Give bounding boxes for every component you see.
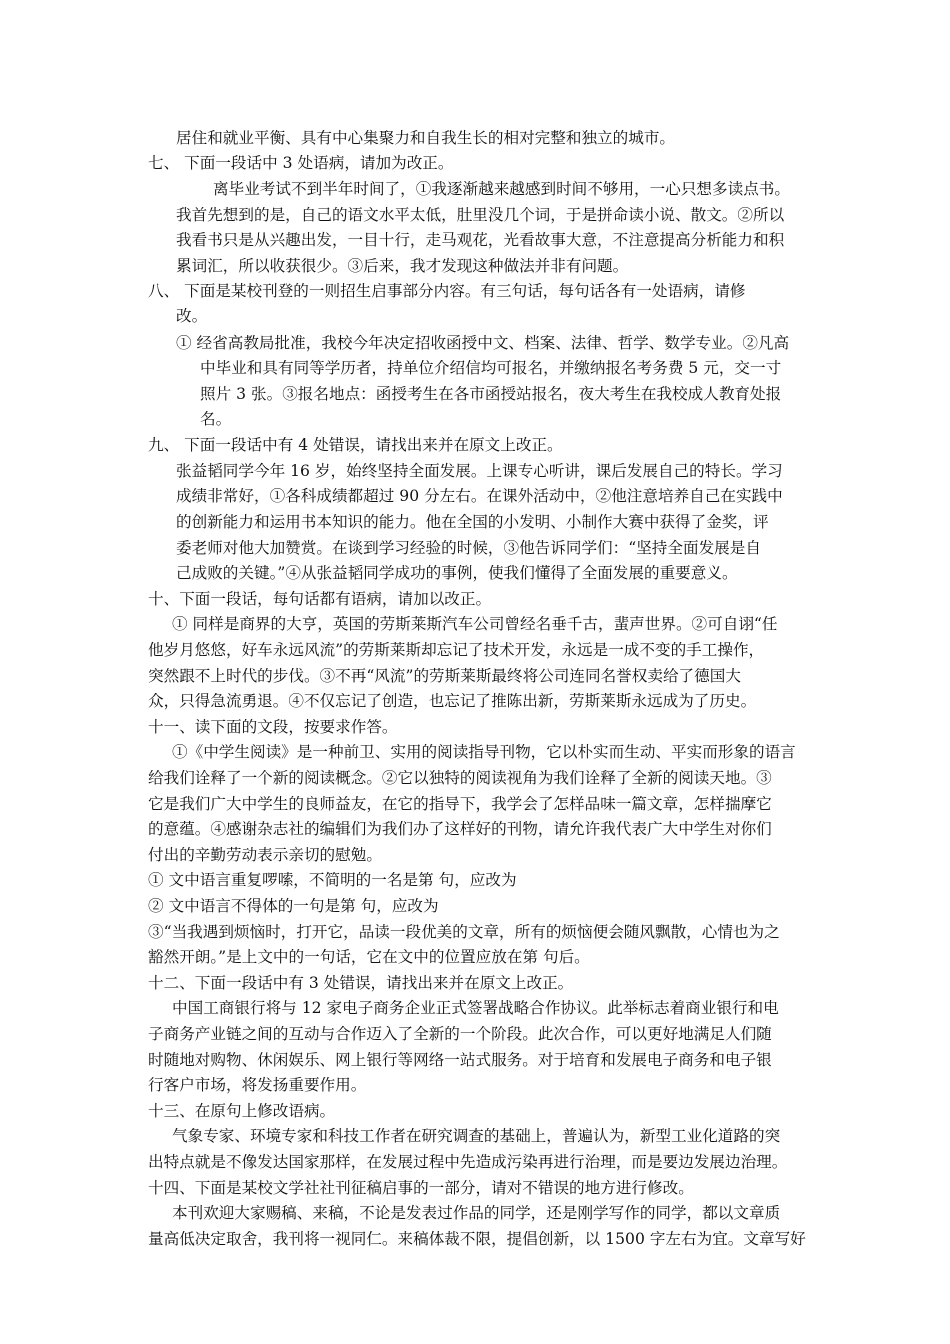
text-line: 时随地对购物、休闲娱乐、网上银行等网络一站式服务。对于培育和发展电子商务和电子银 (148, 1051, 772, 1069)
text-line: 给我们诠释了一个新的阅读概念。②它以独特的阅读视角为我们诠释了全新的阅读天地。③ (148, 769, 772, 787)
text-line: 突然跟不上时代的步伐。③不再“风流”的劳斯莱斯最终将公司连同名誉权卖给了德国大 (148, 667, 741, 685)
text-line: 它是我们广大中学生的良师益友，在它的指导下，我学会了怎样品味一篇文章，怎样揣摩它 (148, 795, 772, 813)
sub-question-3: ③“当我遇到烦恼时，打开它，品读一段优美的文章，所有的烦恼便会随风飘散，心情也为之 (148, 923, 780, 941)
text-line: 气象专家、环境专家和科技工作者在研究调查的基础上，普遍认为，新型工业化道路的突 (172, 1127, 781, 1145)
text-line: 量高低决定取舍，我刊将一视同仁。来稿体裁不限，提倡创新，以 1500 字左右为宜。文章写好 (148, 1230, 806, 1248)
question-13-heading: 十三、在原句上修改语病。 (148, 1102, 336, 1120)
text-line: 委老师对他大加赞赏。在谈到学习经验的时候，③他告诉同学们：“坚持全面发展是自 (176, 539, 761, 557)
text-line: 本刊欢迎大家赐稿、来稿，不论是发表过作品的同学，还是刚学写作的同学，都以文章质 (172, 1204, 781, 1222)
text-line: 他岁月悠悠，好车永远风流”的劳斯莱斯却忘记了技术开发，永远是一成不变的手工操作， (148, 641, 765, 659)
text-line: 行客户市场，将发扬重要作用。 (148, 1076, 367, 1094)
question-12-heading: 十二、下面一段话中有 3 处错误，请找出来并在原文上改正。 (148, 974, 574, 992)
text-line: 豁然开朗。”是上文中的一句话，它在文中的位置应放在第 句后。 (148, 948, 590, 966)
text-line: ① 同样是商界的大亨，英国的劳斯莱斯汽车公司曾经名垂千古，蜚声世界。②可自诩“任 (172, 615, 778, 633)
text-line: ① 经省高教局批准，我校今年决定招收函授中文、档案、法律、哲学、数学专业。②凡高 (176, 334, 790, 352)
text-line: 我看书只是从兴趣出发，一目十行，走马观花，光看故事大意，不注意提高分析能力和积 (176, 231, 785, 249)
sub-question-2: ② 文中语言不得体的一句是第 句，应改为 (148, 897, 439, 915)
text-line: 的意蕴。④感谢杂志社的编辑们为我们办了这样好的刊物，请允许我代表广大中学生对你们 (148, 820, 772, 838)
text-line: 张益韬同学今年 16 岁，始终坚持全面发展。上课专心听讲，课后发展自己的特长。学习 (176, 462, 783, 480)
question-14-heading: 十四、下面是某校文学社社刊征稿启事的一部分，请对不错误的地方进行修改。 (148, 1179, 694, 1197)
question-9-heading: 九、 下面一段话中有 4 处错误，请找出来并在原文上改正。 (148, 436, 563, 454)
text-line: 改。 (176, 307, 208, 325)
text-line: 中国工商银行将与 12 家电子商务企业正式签署战略合作协议。此举标志着商业银行和电 (172, 999, 779, 1017)
text-line: 我首先想到的是，自己的语文水平太低，肚里没几个词，于是拼命读小说、散文。②所以 (176, 206, 785, 224)
text-line: 中毕业和具有同等学历者，持单位介绍信均可报名，并缴纳报名考务费 5 元，交一寸 (200, 359, 782, 377)
text-line: 的创新能力和运用书本知识的能力。他在全国的小发明、小制作大赛中获得了金奖，评 (176, 513, 769, 531)
question-10-heading: 十、下面一段话，每句话都有语病，请加以改正。 (148, 590, 492, 608)
question-8-heading: 八、 下面是某校刊登的一则招生启事部分内容。有三句话，每句话各有一处语病，请修 (148, 282, 746, 300)
text-line: 出特点就是不像发达国家那样，在发展过程中先造成污染再进行治理，而是要边发展边治理。 (148, 1153, 788, 1171)
text-line: 累词汇，所以收获很少。③后来，我才发现这种做法并非有问题。 (176, 257, 629, 275)
text-line: 子商务产业链之间的互动与合作迈入了全新的一个阶段。此次合作，可以更好地满足人们随 (148, 1025, 772, 1043)
text-line: 成绩非常好，①各科成绩都超过 90 分左右。在课外活动中，②他注意培养自己在实践中 (176, 487, 783, 505)
sub-question-1: ① 文中语言重复啰嗦，不简明的一名是第 句，应改为 (148, 871, 517, 889)
text-line: 众，只得急流勇退。④不仅忘记了创造，也忘记了推陈出新，劳斯莱斯永远成为了历史。 (148, 692, 757, 710)
text-line: 照片 3 张。③报名地点：函授考生在各市函授站报名，夜大考生在我校成人教育处报 (200, 385, 782, 403)
text-line: 离毕业考试不到半年时间了，①我逐渐越来越感到时间不够用，一心只想多读点书。 (213, 180, 790, 198)
question-7-heading: 七、 下面一段话中 3 处语病，请加为改正。 (148, 154, 454, 172)
text-line: 付出的辛勤劳动表示亲切的慰勉。 (148, 846, 382, 864)
text-line: 居住和就业平衡、具有中心集聚力和自我生长的相对完整和独立的城市。 (176, 129, 676, 147)
text-line: 名。 (200, 410, 232, 428)
question-11-heading: 十一、读下面的文段，按要求作答。 (148, 718, 398, 736)
text-line: 己成败的关键。”④从张益韬同学成功的事例，使我们懂得了全面发展的重要意义。 (176, 564, 738, 582)
text-line: ①《中学生阅读》是一种前卫、实用的阅读指导刊物，它以朴实而生动、平实而形象的语言 (172, 743, 796, 761)
